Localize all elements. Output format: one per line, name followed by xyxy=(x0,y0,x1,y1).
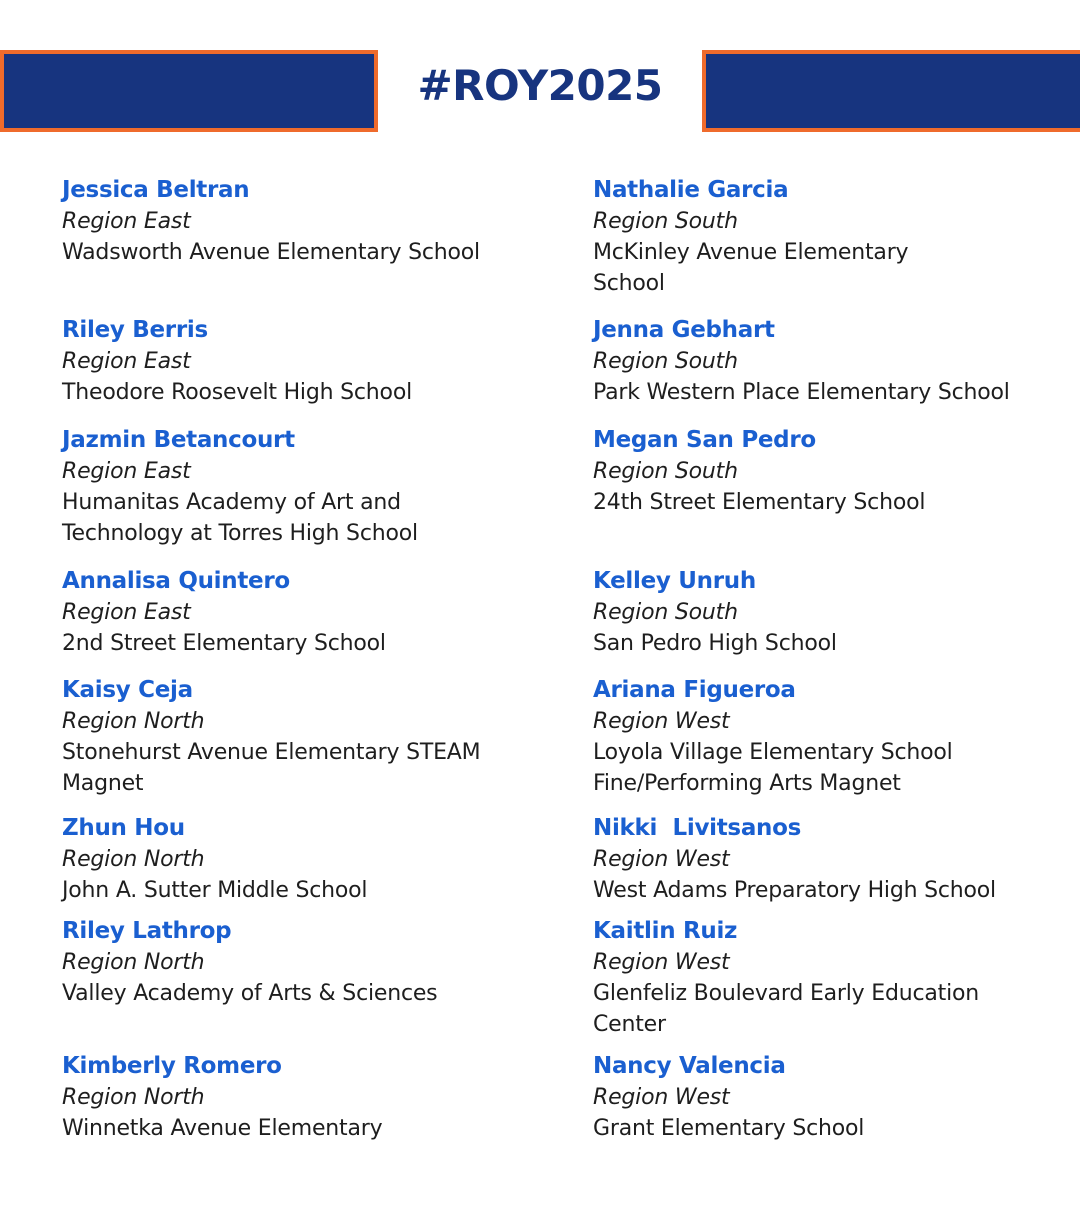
honoree-region: Region South xyxy=(593,349,738,374)
honoree-name: Jazmin Betancourt xyxy=(62,427,295,453)
honoree-region: Region East xyxy=(62,349,191,374)
honoree-region: Region South xyxy=(593,600,738,625)
honoree-school: Stonehurst Avenue Elementary STEAM Magnet xyxy=(62,740,481,796)
honoree-name: Kaisy Ceja xyxy=(62,677,193,703)
honoree-entry xyxy=(62,915,532,1009)
honoree-entry xyxy=(593,1050,1063,1144)
honoree-name: Jenna Gebhart xyxy=(593,317,775,343)
honoree-name: Riley Berris xyxy=(62,317,208,343)
honoree-name: Kaitlin Ruiz xyxy=(593,918,738,944)
honoree-name: Riley Lathrop xyxy=(62,918,232,944)
honoree-region: Region East xyxy=(62,209,191,234)
honoree-region: Region West xyxy=(593,847,730,872)
honoree-region: Region North xyxy=(62,1085,205,1110)
left-banner-bar xyxy=(0,50,378,132)
honoree-region: Region North xyxy=(62,950,205,975)
honoree-region: Region South xyxy=(593,459,738,484)
honoree-name: Ariana Figueroa xyxy=(593,677,796,703)
honoree-school: Humanitas Academy of Art and Technology at Torres High School xyxy=(62,490,418,546)
honoree-name: Nikki Livitsanos xyxy=(593,815,802,841)
honoree-entry xyxy=(593,424,1063,518)
honoree-region: Region East xyxy=(62,600,191,625)
honoree-school: 2nd Street Elementary School xyxy=(62,631,386,656)
honoree-entry xyxy=(62,174,502,268)
honoree-entry xyxy=(593,314,1063,408)
honoree-region: Region North xyxy=(62,847,205,872)
page-title: #ROY2025 xyxy=(417,61,663,110)
honoree-entry xyxy=(62,565,532,659)
honoree-entry xyxy=(593,674,1013,799)
honoree-school: Park Western Place Elementary School xyxy=(593,380,1010,405)
honoree-school: West Adams Preparatory High School xyxy=(593,878,996,903)
honoree-entry xyxy=(593,565,1063,659)
honoree-name: Kimberly Romero xyxy=(62,1053,282,1079)
honoree-school: 24th Street Elementary School xyxy=(593,490,926,515)
honoree-entry xyxy=(593,812,1063,906)
honoree-school: McKinley Avenue Elementary School xyxy=(593,240,909,296)
honoree-school: John A. Sutter Middle School xyxy=(62,878,368,903)
honoree-name: Zhun Hou xyxy=(62,815,185,841)
honoree-school: Glenfeliz Boulevard Early Education Center xyxy=(593,981,980,1037)
honoree-entry xyxy=(62,424,482,549)
honoree-school: San Pedro High School xyxy=(593,631,837,656)
honoree-name: Nancy Valencia xyxy=(593,1053,786,1079)
honoree-school: Winnetka Avenue Elementary xyxy=(62,1116,383,1141)
honoree-region: Region North xyxy=(62,709,205,734)
honoree-school: Grant Elementary School xyxy=(593,1116,865,1141)
honoree-region: Region East xyxy=(62,459,191,484)
honoree-region: Region West xyxy=(593,1085,730,1110)
honoree-name: Megan San Pedro xyxy=(593,427,816,453)
honoree-school: Theodore Roosevelt High School xyxy=(62,380,412,405)
honoree-name: Jessica Beltran xyxy=(62,177,250,203)
honoree-region: Region West xyxy=(593,709,730,734)
honoree-name: Annalisa Quintero xyxy=(62,568,290,594)
honoree-entry xyxy=(62,314,532,408)
honoree-entry xyxy=(593,915,1023,1040)
honoree-entry xyxy=(62,1050,532,1144)
honoree-school: Loyola Village Elementary School Fine/Performing Arts Magnet xyxy=(593,740,953,796)
header-banner xyxy=(0,0,1080,140)
honoree-school: Wadsworth Avenue Elementary School xyxy=(62,240,480,265)
right-banner-bar xyxy=(702,50,1080,132)
honoree-entry xyxy=(593,174,953,299)
honoree-region: Region West xyxy=(593,950,730,975)
honoree-name: Nathalie Garcia xyxy=(593,177,789,203)
honoree-region: Region South xyxy=(593,209,738,234)
honoree-entry xyxy=(62,812,532,906)
honoree-entry xyxy=(62,674,502,799)
honoree-name: Kelley Unruh xyxy=(593,568,756,594)
honoree-school: Valley Academy of Arts & Sciences xyxy=(62,981,438,1006)
